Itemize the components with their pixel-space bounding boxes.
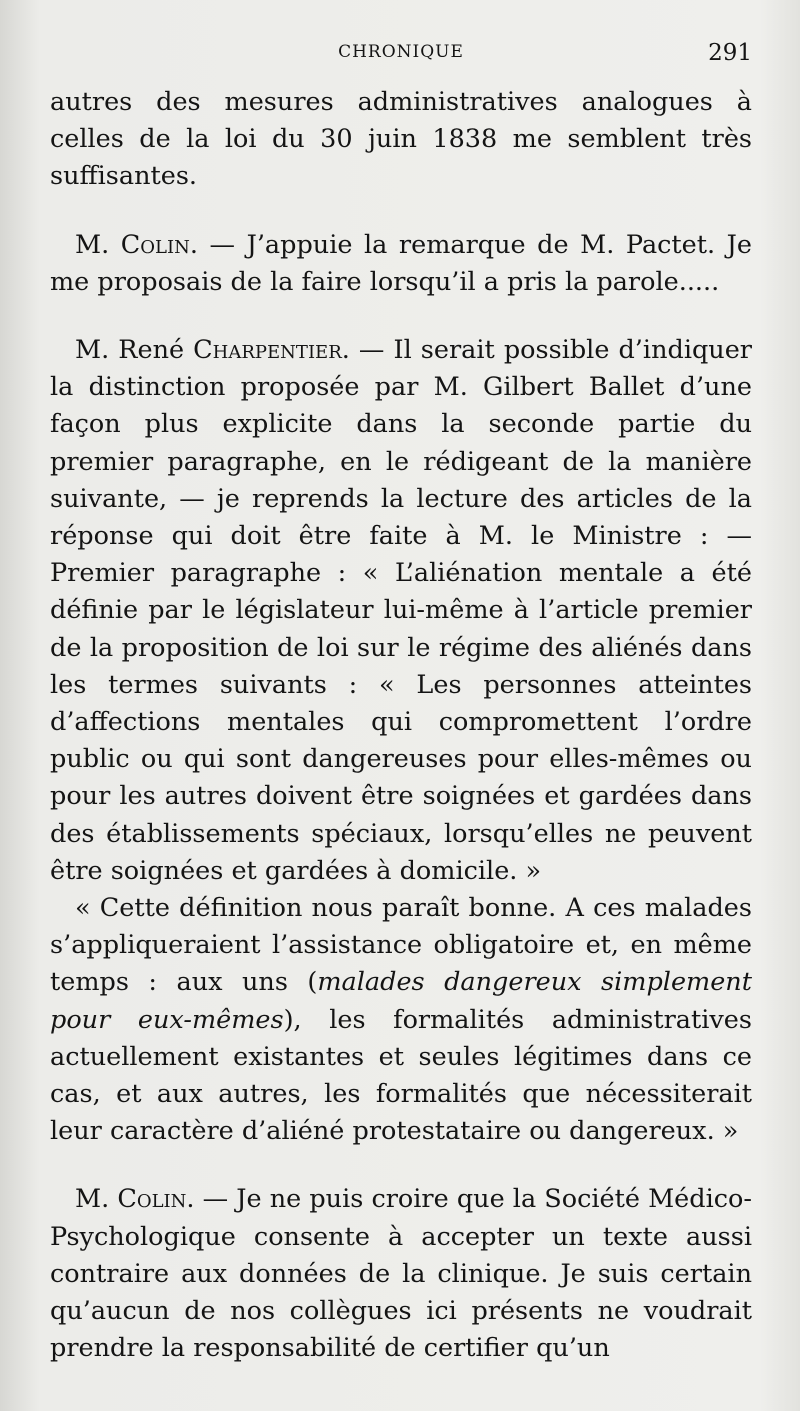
italic-phrase: malades dangereux simplement pour eux-mêmes <box>50 967 752 1035</box>
paragraph-text: autres des mesures administratives analogues à celles de la loi du 30 juin 1838 me semblent très suffisantes. <box>50 87 752 192</box>
paragraph-colin-2 <box>50 1181 752 1367</box>
paragraph-charpentier <box>50 332 752 890</box>
paragraph-quotation <box>50 890 752 1150</box>
paragraph-text: — Je ne puis croire que la Société Médico-Psychologique consente à accepter un texte aussi contraire aux données de la clinique. Je suis certain qu’aucun de nos collègues ici présents ne voudrait prendre la responsabilité de certifier qu’un <box>50 1184 752 1364</box>
running-head <box>50 40 752 70</box>
speaker-name: Charpentier. <box>193 335 350 366</box>
chapter-title: CHRONIQUE <box>338 42 464 62</box>
paragraph-text: « Cette définition nous paraît bonne. A ces malades s’appliqueraient l’assistance obligatoire et, en même temps : aux uns ( <box>50 893 752 998</box>
paragraph-continuation <box>50 84 752 196</box>
speaker-name: M. Colin. <box>75 229 198 260</box>
speaker-name-prefix: M. René <box>75 335 194 366</box>
paragraph-text: — Il serait possible d’indiquer la distinction proposée par M. Gilbert Ballet d’une façon plus explicite dans la seconde partie du premier paragraphe, en le rédigeant de la manière suivante, — je reprends la lecture des articles de la réponse qui doit être faite à M. le Ministre : — Premier paragraphe : « L’aliénation mentale a été définie par le législateur lui-même à l’article premier de la proposition de loi sur le régime des aliénés dans les termes suivants : « Les personnes atteintes d’affections mentales qui compromettent l’ordre public ou qui sont dangereuses pour elles-mêmes ou pour les autres doivent être soignées et gardées dans des établissements spéciaux, lorsqu’elles ne peuvent être soignées et gardées à domicile. » <box>50 335 752 886</box>
paragraph-text: — J’appuie la remarque de M. Pactet. Je me proposais de la faire lorsqu’il a pris la parole..... <box>50 229 752 297</box>
page-number: 291 <box>708 40 752 66</box>
paragraph-text: ), les formalités administratives actuellement existantes et seules légitimes dans ce cas, et aux autres, les formalités que nécessiterait leur caractère d’aliéné protestataire ou dangereux. » <box>50 1004 752 1147</box>
speaker-name: M. Colin. <box>75 1184 195 1215</box>
paragraph-colin-1 <box>50 227 752 301</box>
body-text <box>50 84 752 1368</box>
